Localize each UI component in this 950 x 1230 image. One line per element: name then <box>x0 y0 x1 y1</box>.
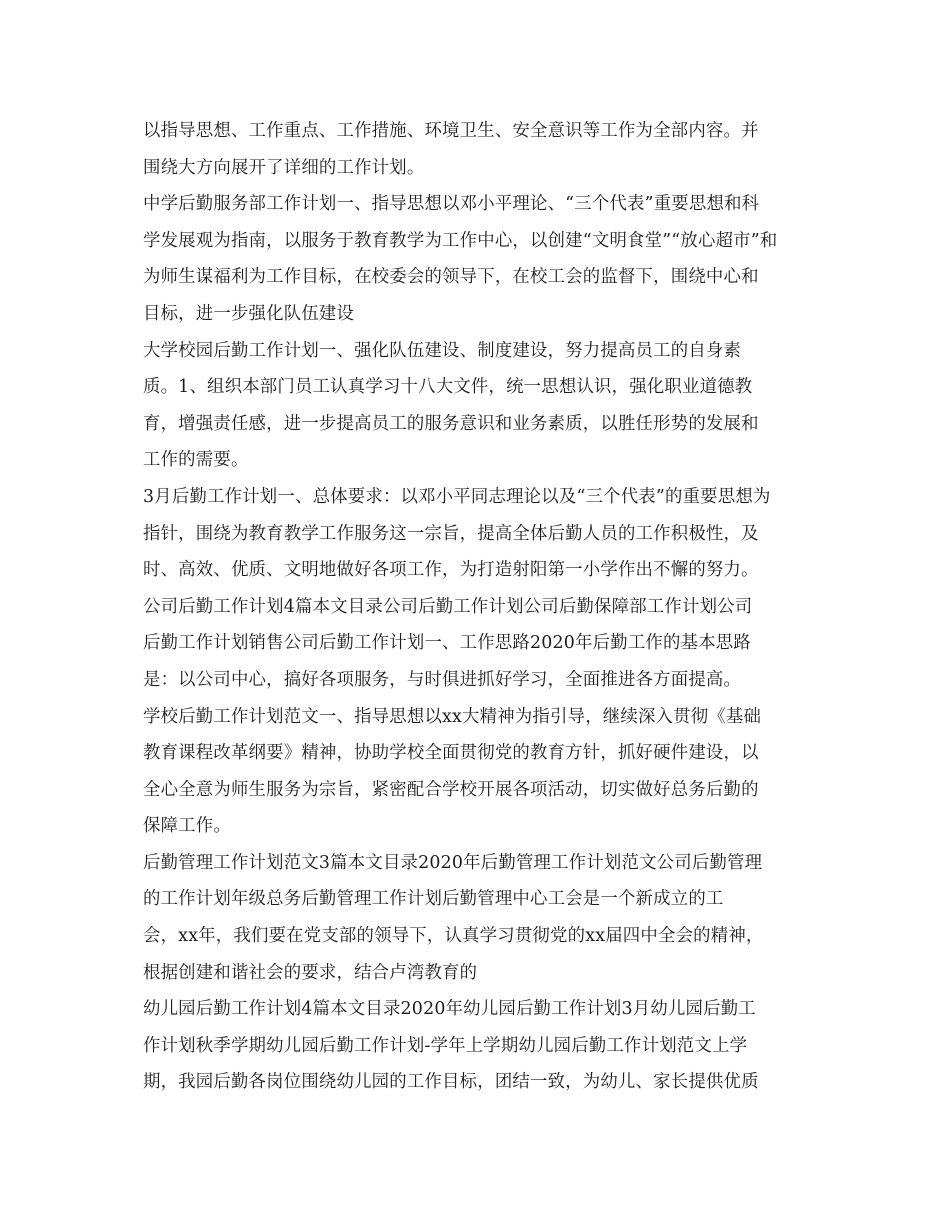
text-line: 是：以公司中心，搞好各项服务，与时俱进抓好学习，全面推进各方面提高。 <box>143 669 742 690</box>
text-line: 指针，围绕为教育教学工作服务这一宗旨，提高全体后勤人员的工作积极性，及 <box>143 523 759 544</box>
text-line: 公司后勤工作计划4篇本文目录公司后勤工作计划公司后勤保障部工作计划公司 <box>143 596 753 617</box>
text-line: 作计划秋季学期幼儿园后勤工作计划-学年上学期幼儿园后勤工作计划范文上学 <box>143 1035 748 1056</box>
text-line: 会，xx年，我们要在党支部的领导下，认真学习贯彻党的xx届四中全会的精神， <box>143 926 764 947</box>
text-line: 全心全意为师生服务为宗旨，紧密配合学校开展各项活动，切实做好总务后勤的 <box>143 779 759 800</box>
text-line: 后勤管理工作计划范文3篇本文目录2020年后勤管理工作计划范文公司后勤管理 <box>143 852 763 873</box>
paragraph <box>143 699 803 845</box>
text-line: 育，增强责任感，进一步提高员工的服务意识和业务素质，以胜任形势的发展和 <box>143 413 759 434</box>
text-line: 根据创建和谐社会的要求，结合卢湾教育的 <box>143 962 478 983</box>
text-line: 3月后勤工作计划一、总体要求：以邓小平同志理论以及“三个代表”的重要思想为 <box>143 486 771 507</box>
text-line: 学校后勤工作计划范文一、指导思想以xx大精神为指引导，继续深入贯彻《基础 <box>143 706 762 727</box>
paragraph <box>143 589 803 699</box>
text-line: 工作的需要。 <box>143 450 249 471</box>
text-line: 中学后勤服务部工作计划一、指导思想以邓小平理论、“三个代表”重要思想和科 <box>143 194 760 215</box>
paragraph <box>143 845 803 991</box>
document-body <box>143 113 803 1101</box>
text-line: 为师生谋福利为工作目标，在校委会的领导下，在校工会的监督下，围绕中心和 <box>143 267 759 288</box>
text-line: 保障工作。 <box>143 816 231 837</box>
text-line: 以指导思想、工作重点、工作措施、环境卫生、安全意识等工作为全部内容。并 <box>143 121 759 141</box>
text-line: 后勤工作计划销售公司后勤工作计划一、工作思路2020年后勤工作的基本思路 <box>143 633 751 654</box>
text-line: 大学校园后勤工作计划一、强化队伍建设、制度建设，努力提高员工的自身素 <box>143 340 742 361</box>
text-line: 时、高效、优质、文明地做好各项工作，为打造射阳第一小学作出不懈的努力。 <box>143 560 759 581</box>
text-line: 的工作计划年级总务后勤管理工作计划后勤管理中心工会是一个新成立的工 <box>143 889 724 910</box>
paragraph <box>143 186 803 332</box>
text-line: 教育课程改革纲要》精神，协助学校全面贯彻党的教育方针，抓好硬件建设，以 <box>143 743 759 764</box>
paragraph <box>143 113 803 186</box>
text-line: 期，我园后勤各岗位围绕幼儿园的工作目标，团结一致，为幼儿、家长提供优质 <box>143 1072 759 1093</box>
paragraph <box>143 991 803 1101</box>
text-line: 质。1、组织本部门员工认真学习十八大文件，统一思想认识，强化职业道德教 <box>143 377 753 398</box>
paragraph <box>143 479 803 589</box>
text-line: 围绕大方向展开了详细的工作计划。 <box>143 157 425 178</box>
paragraph <box>143 333 803 479</box>
text-line: 目标，进一步强化队伍建设 <box>143 303 355 324</box>
text-line: 学发展观为指南，以服务于教育教学为工作中心，以创建“文明食堂”“放心超市”和 <box>143 230 778 251</box>
text-line: 幼儿园后勤工作计划4篇本文目录2020年幼儿园后勤工作计划3月幼儿园后勤工 <box>143 999 756 1020</box>
